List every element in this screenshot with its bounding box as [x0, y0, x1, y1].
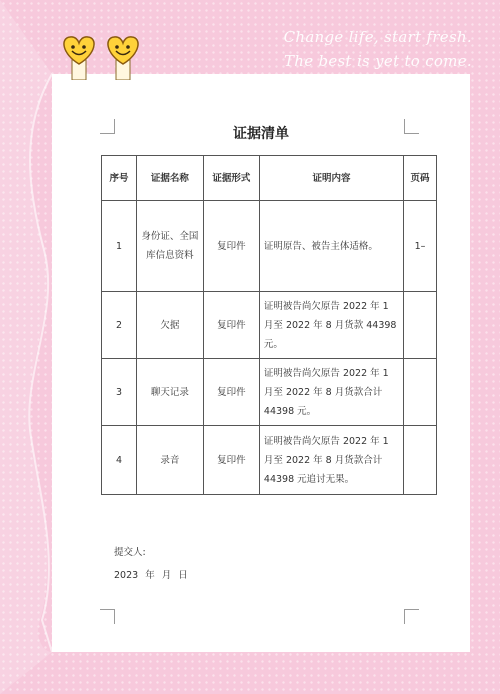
cell-form: 复印件: [203, 359, 259, 426]
cell-number: 4: [102, 426, 137, 495]
wavy-frame-edge: [0, 0, 60, 694]
header-proof-content: 证明内容: [259, 156, 403, 201]
table-header-row: [102, 156, 437, 201]
cell-content: 证明被告尚欠原告 2022 年 1 月至 2022 年 8 月货款合计 44398 元。: [259, 359, 403, 426]
cell-page: [404, 426, 437, 495]
cell-name: 录音: [136, 426, 203, 495]
cell-name: 聊天记录: [136, 359, 203, 426]
cell-content: 证明被告尚欠原告 2022 年 1 月至 2022 年 8 月货款 44398 元。: [259, 292, 403, 359]
cell-content: 证明被告尚欠原告 2022 年 1 月至 2022 年 8 月货款合计 44398 元追讨无果。: [259, 426, 403, 495]
signature-date: 2023 年 月 日: [114, 570, 188, 581]
header-evidence-form: 证据形式: [203, 156, 259, 201]
cell-form: 复印件: [203, 201, 259, 292]
cell-page: [404, 292, 437, 359]
table-row: [102, 292, 437, 359]
cell-number: 2: [102, 292, 137, 359]
document-page: [52, 74, 470, 652]
crop-mark-bottom-right: [404, 609, 419, 624]
table-row: [102, 359, 437, 426]
smiley-hearts-decoration: [58, 34, 154, 80]
header-number: 序号: [102, 156, 137, 201]
table-row: [102, 201, 437, 292]
smiley-heart-icon: [64, 37, 94, 80]
header-page: 页码: [404, 156, 437, 201]
header-evidence-name: 证据名称: [136, 156, 203, 201]
cell-form: 复印件: [203, 292, 259, 359]
cell-name: 身份证、全国库信息资料: [136, 201, 203, 292]
smiley-heart-icon: [108, 37, 138, 80]
cell-number: 1: [102, 201, 137, 292]
cell-name: 欠据: [136, 292, 203, 359]
cell-page: [404, 359, 437, 426]
cell-content: 证明原告、被告主体适格。: [259, 201, 403, 292]
cell-page: 1–: [404, 201, 437, 292]
document-title: 证据清单: [233, 126, 289, 142]
decor-slogan-line-2: The best is yet to come.: [283, 52, 472, 70]
crop-mark-bottom-left: [100, 609, 115, 624]
decor-slogan-line-1: Change life, start fresh.: [283, 28, 472, 46]
cell-number: 3: [102, 359, 137, 426]
evidence-table: [101, 155, 437, 495]
submitter-label: 提交人:: [114, 547, 146, 558]
table-row: [102, 426, 437, 495]
cell-form: 复印件: [203, 426, 259, 495]
